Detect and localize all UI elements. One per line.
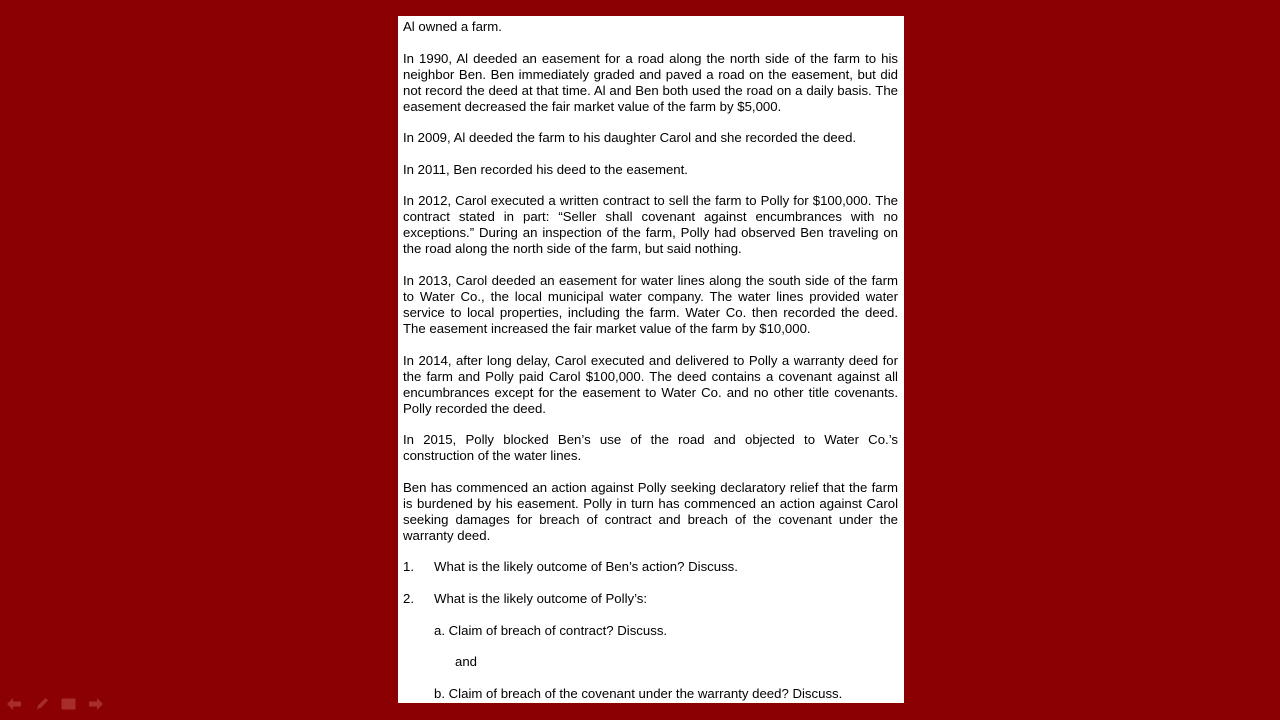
question-number: 2. xyxy=(403,590,414,606)
subquestion-b: b. Claim of breach of the covenant under the warranty deed? Discuss. xyxy=(434,685,843,701)
paragraph: In 1990, Al deeded an easement for a road along the north side of the farm to his neighbor Ben. Ben immediately graded and paved a road on the easement, but did not record the deed at that time. Al and Ben both used the road on a daily basis. The easement decreased the fair market value of the farm by $5,000. xyxy=(403,50,898,114)
pen-icon[interactable] xyxy=(33,696,50,712)
paragraph: In 2014, after long delay, Carol executed and delivered to Polly a warranty deed for the farm and Polly paid Carol $100,000. The deed contains a covenant against all encumbrances except for the easement to Water Co. and no other title covenants. Polly recorded the deed. xyxy=(403,352,898,416)
question-1 xyxy=(403,559,898,575)
forward-arrow-icon[interactable] xyxy=(87,696,104,712)
subquestion-a: a. Claim of breach of contract? Discuss. xyxy=(434,622,668,638)
question-text: What is the likely outcome of Ben’s action? Discuss. xyxy=(434,559,738,575)
slide-menu-icon[interactable] xyxy=(60,696,77,712)
paragraph: Ben has commenced an action against Polly seeking declaratory relief that the farm is burdened by his easement. Polly in turn has commenced an action against Carol seeking damages for breach of contract and breach of the covenant under the warranty deed. xyxy=(403,479,898,543)
back-arrow-icon[interactable] xyxy=(6,696,23,712)
paragraph: In 2012, Carol executed a written contract to sell the farm to Polly for $100,000. The contract stated in part: “Seller shall covenant against encumbrances with no exceptions.” During an inspection of the farm, Polly had observed Ben traveling on the road along the north side of the farm, but said nothing. xyxy=(403,193,898,257)
slideshow-controls xyxy=(6,696,104,712)
paragraph: In 2011, Ben recorded his deed to the easement. xyxy=(403,161,688,177)
paragraph: In 2013, Carol deeded an easement for water lines along the south side of the farm to Water Co., the local municipal water company. The water lines provided water service to local properties, including the farm. Water Co. then recorded the deed. The easement increased the fair market value of the farm by $10,000. xyxy=(403,272,898,336)
paragraph: In 2009, Al deeded the farm to his daughter Carol and she recorded the deed. xyxy=(403,130,857,146)
paragraph: In 2015, Polly blocked Ben’s use of the road and objected to Water Co.’s construction of the water lines. xyxy=(403,432,898,464)
paragraph: Al owned a farm. xyxy=(403,19,502,34)
subquestion-connector: and xyxy=(455,654,478,670)
question-2 xyxy=(403,591,898,607)
question-text: What is the likely outcome of Polly’s: xyxy=(434,590,648,606)
question-number: 1. xyxy=(403,559,414,575)
slide-document xyxy=(398,16,904,703)
